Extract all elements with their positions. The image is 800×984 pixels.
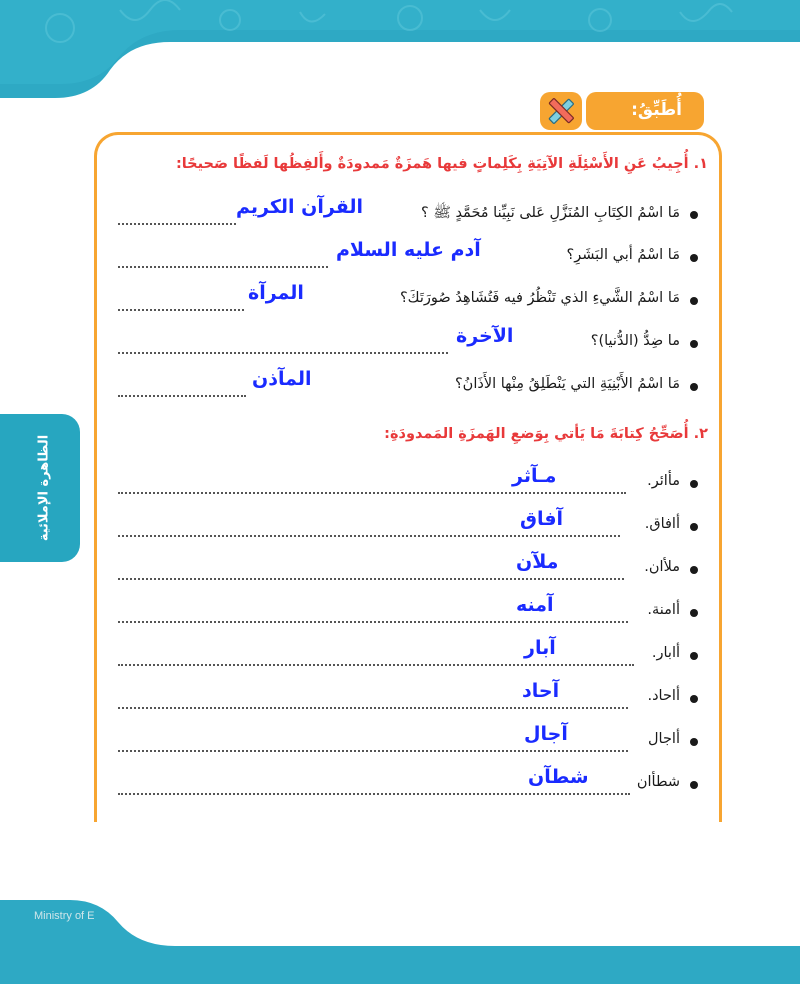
- answer-text: المرآة: [248, 282, 304, 304]
- bullet: [690, 254, 698, 262]
- bullet: [690, 695, 698, 703]
- answer-line: [118, 490, 626, 494]
- word-text: شطأان: [636, 774, 680, 790]
- question-text: مَا اسْمُ أبي البَشَرِ؟: [566, 247, 680, 263]
- answer-text: آفاق: [520, 508, 564, 530]
- answer-line: [118, 307, 244, 311]
- list-item: [118, 551, 698, 585]
- question-text: مَا اسْمُ الكِتَابِ المُنَزَّلِ عَلى نَبِيِّنا مُحَمَّدٍ ﷺ ؟: [421, 205, 680, 221]
- answer-text: آبار: [524, 637, 556, 659]
- answer-line: [118, 393, 246, 397]
- section1-heading: ١. أُجِيبُ عَنِ الأَسْئِلَةِ الآتِيَةِ بِكَلِماتٍ فيها هَمزَةٌ مَمدودَةٌ وأَلفِظُها لَفظًا صَحيحًا:: [175, 156, 708, 172]
- list-item: [118, 594, 698, 628]
- section-header-label: أُطَبِّقُ:: [631, 100, 682, 120]
- answer-line: [118, 350, 448, 354]
- list-item: [118, 508, 698, 542]
- answer-line: [118, 576, 624, 580]
- bullet: [690, 781, 698, 789]
- bullet: [690, 383, 698, 391]
- top-banner: [0, 0, 800, 100]
- answer-text: آدم عليه السلام: [336, 239, 481, 261]
- word-text: ملأان.: [644, 559, 680, 575]
- word-text: أامنة.: [647, 602, 680, 618]
- answer-line: [118, 791, 630, 795]
- answer-line: [118, 221, 236, 225]
- bullet: [690, 340, 698, 348]
- answer-line: [118, 533, 620, 537]
- bottom-banner: [0, 900, 800, 984]
- answer-text: القرآن الكريم: [236, 196, 364, 218]
- question-text: مَا اسْمُ الأَبْنِيَةِ التي يَنْطَلِقُ مِنْها الأَذَانُ؟: [454, 376, 680, 392]
- bullet: [690, 480, 698, 488]
- question-text: ما ضِدُّ (الدُّنيا)؟: [590, 333, 680, 349]
- pencil-ruler-icon: [540, 92, 582, 130]
- answer-line: [118, 619, 628, 623]
- answer-text: آحاد: [522, 680, 560, 702]
- list-item: [118, 465, 698, 499]
- list-item: [118, 723, 698, 757]
- bullet: [690, 738, 698, 746]
- list-item: [118, 637, 698, 671]
- section2-heading: ٢. أُصَحِّحُ كِتابَةَ مَا يَأتي بِوَضعِ الهَمزَةِ المَمدودَةِ:: [384, 426, 708, 442]
- footer-watermark: Ministry of E: [34, 910, 95, 922]
- answer-line: [118, 748, 628, 752]
- word-text: أاجال: [648, 731, 680, 747]
- answer-line: [118, 662, 634, 666]
- answer-text: مـآثر: [512, 465, 557, 487]
- answer-text: الآخرة: [456, 325, 514, 347]
- section-header-tab: [586, 92, 704, 130]
- word-text: أابار.: [651, 645, 680, 661]
- list-item: [118, 680, 698, 714]
- word-text: مأائر.: [647, 473, 680, 489]
- bullet: [690, 652, 698, 660]
- list-item: [118, 368, 698, 402]
- chapter-side-tab-label: الظاهرة الإملائية: [36, 434, 52, 542]
- list-item: [118, 325, 698, 359]
- bullet: [690, 211, 698, 219]
- answer-line: [118, 264, 328, 268]
- bullet: [690, 609, 698, 617]
- answer-text: ملآن: [516, 551, 559, 573]
- list-item: [118, 766, 698, 800]
- bullet: [690, 523, 698, 531]
- bullet: [690, 297, 698, 305]
- word-text: أافاق.: [644, 516, 680, 532]
- question-text: مَا اسْمُ الشَّيءِ الذي تَنْظُرُ فيه فَتُشَاهِدُ صُورَتَكَ؟: [399, 290, 680, 306]
- list-item: [118, 196, 698, 230]
- answer-line: [118, 705, 628, 709]
- list-item: [118, 239, 698, 273]
- bullet: [690, 566, 698, 574]
- word-text: أاحاد.: [647, 688, 680, 704]
- answer-text: المآذن: [252, 368, 312, 390]
- list-item: [118, 282, 698, 316]
- answer-text: آجال: [524, 723, 568, 745]
- answer-text: شطآن: [528, 766, 589, 788]
- answer-text: آمنه: [516, 594, 554, 616]
